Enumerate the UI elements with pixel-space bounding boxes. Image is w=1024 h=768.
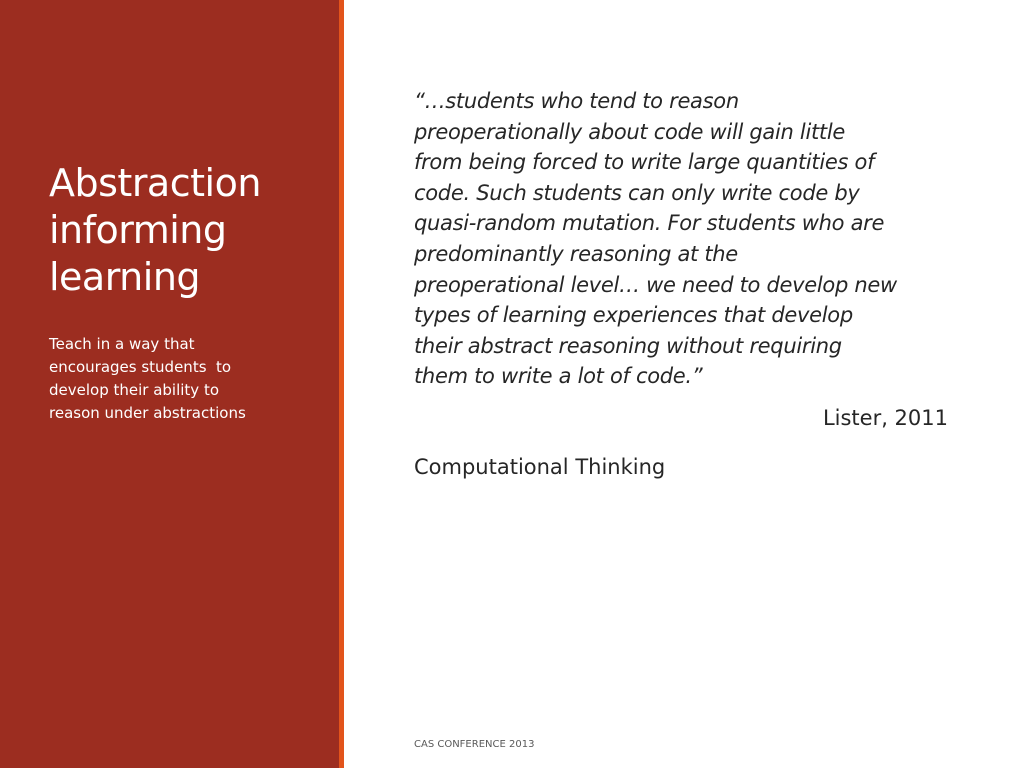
footer-text: CAS CONFERENCE 2013: [414, 739, 535, 750]
quote-line: from being forced to write large quantities of: [414, 150, 875, 175]
quote-line: them to write a lot of code.”: [414, 364, 703, 389]
title-line: informing: [49, 208, 227, 252]
quote-line: “…students who tend to reason: [414, 89, 739, 113]
quote-line: types of learning experiences that develop: [414, 303, 853, 328]
quote-line: preoperationally about code will gain little: [414, 119, 845, 144]
subtitle-line: encourages students to: [49, 358, 232, 376]
quote-line: preoperational level… we need to develop new: [414, 272, 897, 297]
title-panel: [0, 0, 339, 768]
subtitle-line: reason under abstractions: [49, 404, 246, 422]
subtitle-line: Teach in a way that: [49, 335, 195, 353]
title-line: learning: [49, 255, 201, 299]
topic-text: Computational Thinking: [414, 454, 666, 479]
quote-line: their abstract reasoning without requiring: [414, 333, 842, 358]
quote-line: quasi-random mutation. For students who are: [414, 211, 885, 236]
subtitle-line: develop their ability to: [49, 381, 220, 399]
content-area: [414, 86, 954, 482]
quote-text: [414, 86, 954, 392]
title-line: Abstraction: [49, 161, 261, 205]
quote-line: predominantly reasoning at the: [414, 241, 738, 266]
quote-citation: Lister, 2011: [822, 405, 948, 430]
slide-subtitle: [49, 333, 319, 425]
quote-line: code. Such students can only write code by: [414, 180, 860, 205]
accent-divider: [339, 0, 344, 768]
slide-title: [49, 160, 319, 301]
